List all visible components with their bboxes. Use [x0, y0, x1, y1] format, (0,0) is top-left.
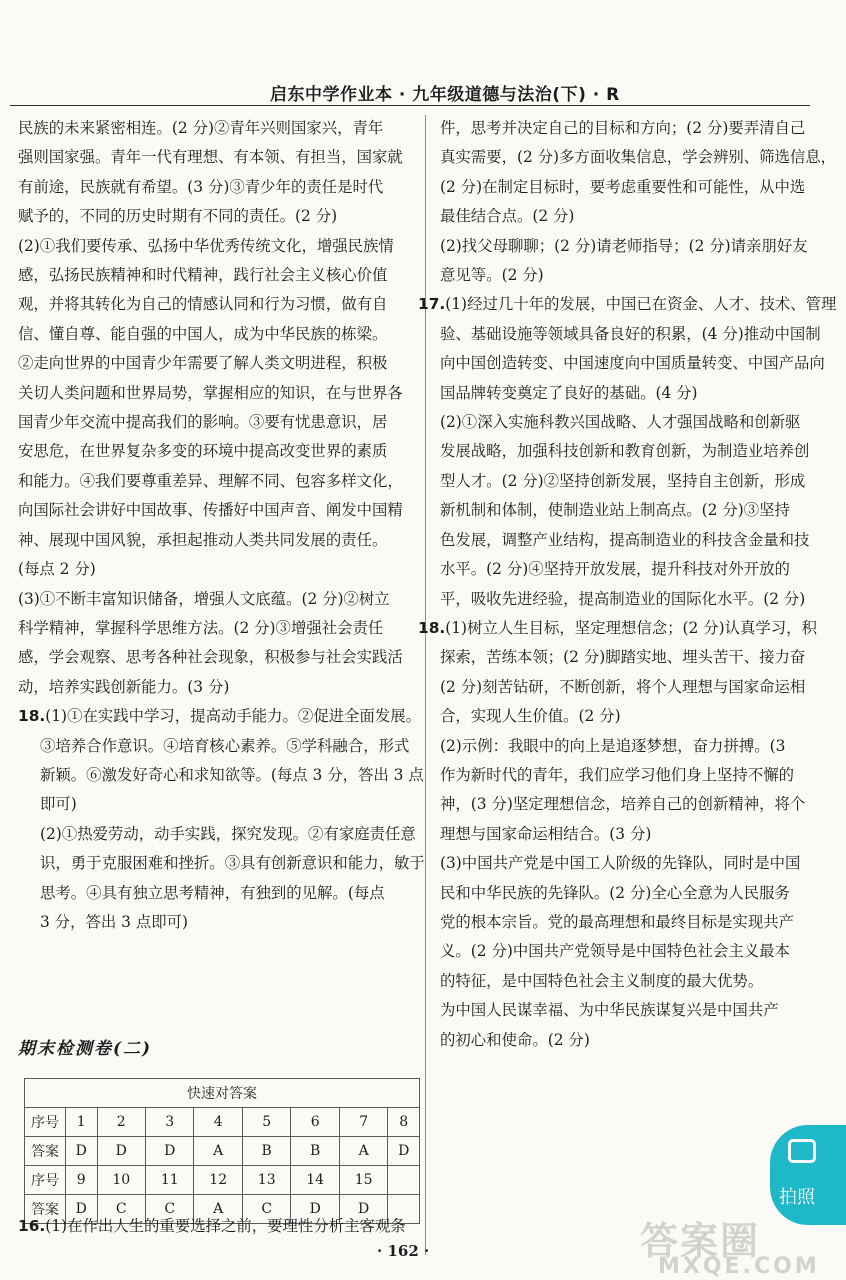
question-17-line: 17.(1)经过几十年的发展，中国已在资金、人才、技术、管理 [418, 295, 837, 314]
text-line: 3 分，答出 3 点即可) [40, 912, 188, 931]
section-title: 期末检测卷(二) [18, 1039, 153, 1059]
table-cell: D [66, 1137, 98, 1166]
table-cell: 3 [145, 1108, 193, 1137]
table-cell: D [66, 1195, 98, 1224]
text-line: 民族的未来紧密相连。(2 分)②青年兴则国家兴，青年 [18, 119, 384, 137]
table-cell: 2 [97, 1108, 145, 1137]
text-line: 感，学会观察、思考各种社会现象，积极参与社会实践活 [18, 648, 403, 667]
watermark-logo: 答案圈 MXQE.COM [640, 1219, 820, 1279]
text-line: ②走向世界的中国青少年需要了解人类文明进程，积极 [18, 354, 388, 373]
text-line: 观，并将其转化为自己的情感认同和行为习惯，做有自 [18, 295, 388, 314]
table-cell: 4 [194, 1108, 242, 1137]
table-cell: D [291, 1195, 339, 1224]
table-cell: D [339, 1195, 387, 1224]
right-column [418, 114, 837, 1055]
row-label: 序号 [25, 1166, 66, 1195]
question-16-line: 16.(1)在作出人生的重要选择之前，要理性分析主客观条 [18, 1217, 406, 1235]
text-line: 和能力。④我们要尊重差异、理解不同、包容多样文化， [18, 471, 403, 490]
table-cell: 9 [66, 1166, 98, 1195]
text-line: 神，(3 分)坚定理想信念，培养自己的创新精神，将个 [440, 795, 806, 814]
table-cell: 12 [194, 1166, 242, 1195]
text-line: 向中国创造转变、中国速度向中国质量转变、中国产品向 [440, 354, 825, 373]
text-line: 安思危，在世界复杂多变的环境中提高改变世界的素质 [18, 442, 388, 461]
text-line: (3)中国共产党是中国工人阶级的先锋队，同时是中国 [440, 854, 801, 873]
question-18-line: 18.(1)树立人生目标，坚定理想信念；(2 分)认真学习，积 [418, 618, 817, 637]
table-cell: 10 [97, 1166, 145, 1195]
table-row [25, 1166, 420, 1195]
table-cell: 15 [339, 1166, 387, 1195]
camera-icon [788, 1139, 816, 1163]
text-line: (2 分)在制定目标时，要考虑重要性和可能性，从中选 [440, 177, 806, 196]
table-cell: C [97, 1195, 145, 1224]
text-line: 色发展，调整产业结构，提高制造业的科技含金量和技 [440, 530, 810, 549]
text-line: (2)①热爱劳动，动手实践，探究发现。②有家庭责任意 [40, 824, 416, 843]
text-line: 件，思考并决定自己的目标和方向；(2 分)要弄清自己 [440, 119, 806, 137]
text-line: (2)找父母聊聊；(2 分)请老师指导；(2 分)请亲朋好友 [440, 236, 808, 255]
table-cell: A [194, 1137, 242, 1166]
text-line: 识，勇于克服困难和挫折。③具有创新意识和能力，敏于 [40, 854, 425, 873]
text-line: 赋予的，不同的历史时期有不同的责任。(2 分) [18, 207, 338, 226]
table-cell: 11 [145, 1166, 193, 1195]
table-cell: C [242, 1195, 290, 1224]
text-line: 的初心和使命。(2 分) [440, 1030, 590, 1049]
question-number: 18. [418, 618, 446, 637]
row-label: 答案 [25, 1195, 66, 1224]
text-line: 强则国家强。青年一代有理想、有本领、有担当，国家就 [18, 148, 403, 167]
text-line: 作为新时代的青年，我们应学习他们身上坚持不懈的 [440, 765, 794, 784]
table-caption: 快速对答案 [25, 1079, 420, 1108]
left-column [18, 114, 425, 937]
table-cell: 5 [242, 1108, 290, 1137]
text-line: ③培养合作意识。④培育核心素养。⑤学科融合，形式 [40, 736, 410, 755]
question-number: 17. [418, 295, 446, 314]
text-line: 最佳结合点。(2 分) [440, 207, 575, 226]
text-line: 型人才。(2 分)②坚持创新发展，坚持自主创新，形成 [440, 471, 806, 490]
photo-button-label: 拍照 [779, 1187, 815, 1208]
text-line: 合，实现人生价值。(2 分) [440, 707, 621, 726]
text-line: 神、展现中国风貌，承担起推动人类共同发展的责任。 [18, 530, 388, 549]
question-number: 16. [18, 1217, 46, 1235]
text-line: 感，弘扬民族精神和时代精神，践行社会主义核心价值 [18, 266, 388, 285]
text-line: 向国际社会讲好中国故事、传播好中国声音、阐发中国精 [18, 501, 403, 520]
text-line: 民和中华民族的先锋队。(2 分)全心全意为人民服务 [440, 883, 790, 902]
table-cell: 8 [388, 1108, 420, 1137]
text-line: 水平。(2 分)④坚持开放发展，提升科技对外开放的 [440, 560, 790, 579]
text-line: 国品牌转变奠定了良好的基础。(4 分) [440, 383, 698, 402]
text-line: 新机制和体制，使制造业站上制高点。(2 分)③坚持 [440, 501, 790, 520]
row-label: 序号 [25, 1108, 66, 1137]
text-line: (每点 2 分) [18, 560, 96, 579]
table-cell: C [145, 1195, 193, 1224]
text-line: 党的根本宗旨。党的最高理想和最终目标是实现共产 [440, 912, 794, 931]
answer-table [24, 1078, 420, 1224]
question-18-line: 18.(1)①在实践中学习，提高动手能力。②促进全面发展。 [18, 707, 422, 726]
text-line: 真实需要，(2 分)多方面收集信息，学会辨别、筛选信息， [440, 148, 837, 167]
text-line: 意见等。(2 分) [440, 266, 544, 285]
table-cell: 1 [66, 1108, 98, 1137]
text-line: (2)①我们要传承、弘扬中华优秀传统文化，增强民族情 [18, 236, 394, 255]
question-number: 18. [18, 707, 46, 726]
text-line: 思考。④具有独立思考精神，有独到的见解。(每点 [40, 883, 385, 902]
table-cell: A [339, 1137, 387, 1166]
text-line: 有前途，民族就有希望。(3 分)③青少年的责任是时代 [18, 177, 384, 196]
page-number: · 162 · [377, 1242, 430, 1260]
table-cell: D [388, 1137, 420, 1166]
header-rule [10, 105, 810, 106]
text-line: 发展战略，加强科技创新和教育创新，为制造业培养创 [440, 442, 810, 461]
text-line: 科学精神，掌握科学思维方法。(2 分)③增强社会责任 [18, 618, 384, 637]
text-line: (3)①不断丰富知识储备，增强人文底蕴。(2 分)②树立 [18, 589, 390, 608]
text-line: (2)①深入实施科教兴国战略、人才强国战略和创新驱 [440, 413, 801, 432]
table-cell: B [242, 1137, 290, 1166]
table-row [25, 1137, 420, 1166]
table-cell: 13 [242, 1166, 290, 1195]
text-line: 动，培养实践创新能力。(3 分) [18, 677, 230, 696]
text-line: 理想与国家命运相结合。(3 分) [440, 824, 652, 843]
table-cell: A [194, 1195, 242, 1224]
text-line: (2 分)刻苦钻研，不断创新，将个人理想与国家命运相 [440, 677, 806, 696]
text-line: 即可) [40, 795, 77, 814]
book-title: 启东中学作业本 · 九年级道德与法治(下) · R [270, 85, 620, 105]
text-line: 平，吸收先进经验，提高制造业的国际化水平。(2 分) [440, 589, 806, 608]
table-cell: 6 [291, 1108, 339, 1137]
text-line: 的特征，是中国特色社会主义制度的最大优势。 [440, 971, 764, 990]
text-line: 国青少年交流中提高我们的影响。③要有忧患意识，居 [18, 413, 388, 432]
table-cell: 14 [291, 1166, 339, 1195]
table-cell: D [145, 1137, 193, 1166]
table-cell: B [291, 1137, 339, 1166]
table-cell: 7 [339, 1108, 387, 1137]
table-cell [388, 1166, 420, 1195]
row-label: 答案 [25, 1137, 66, 1166]
text-line: 为中国人民谋幸福、为中华民族谋复兴是中国共产 [440, 1001, 779, 1020]
text-line: 义。(2 分)中国共产党领导是中国特色社会主义最本 [440, 942, 790, 961]
page-header [0, 78, 810, 106]
text-line: 验、基础设施等领域具备良好的积累，(4 分)推动中国制 [440, 324, 821, 343]
table-cell: D [97, 1137, 145, 1166]
text-line: 探索，苦练本领；(2 分)脚踏实地、埋头苦干、接力奋 [440, 648, 806, 667]
text-line: 信、懂自尊、能自强的中国人，成为中华民族的栋梁。 [18, 324, 388, 343]
column-divider [425, 115, 426, 1255]
table-row [25, 1108, 420, 1137]
text-line: 关切人类问题和世界局势，掌握相应的知识，在与世界各 [18, 383, 403, 402]
text-line: 新颖。⑥激发好奇心和求知欲等。(每点 3 分，答出 3 点 [40, 765, 424, 784]
text-line: (2)示例：我眼中的向上是追逐梦想，奋力拼搏。(3 [440, 736, 786, 755]
